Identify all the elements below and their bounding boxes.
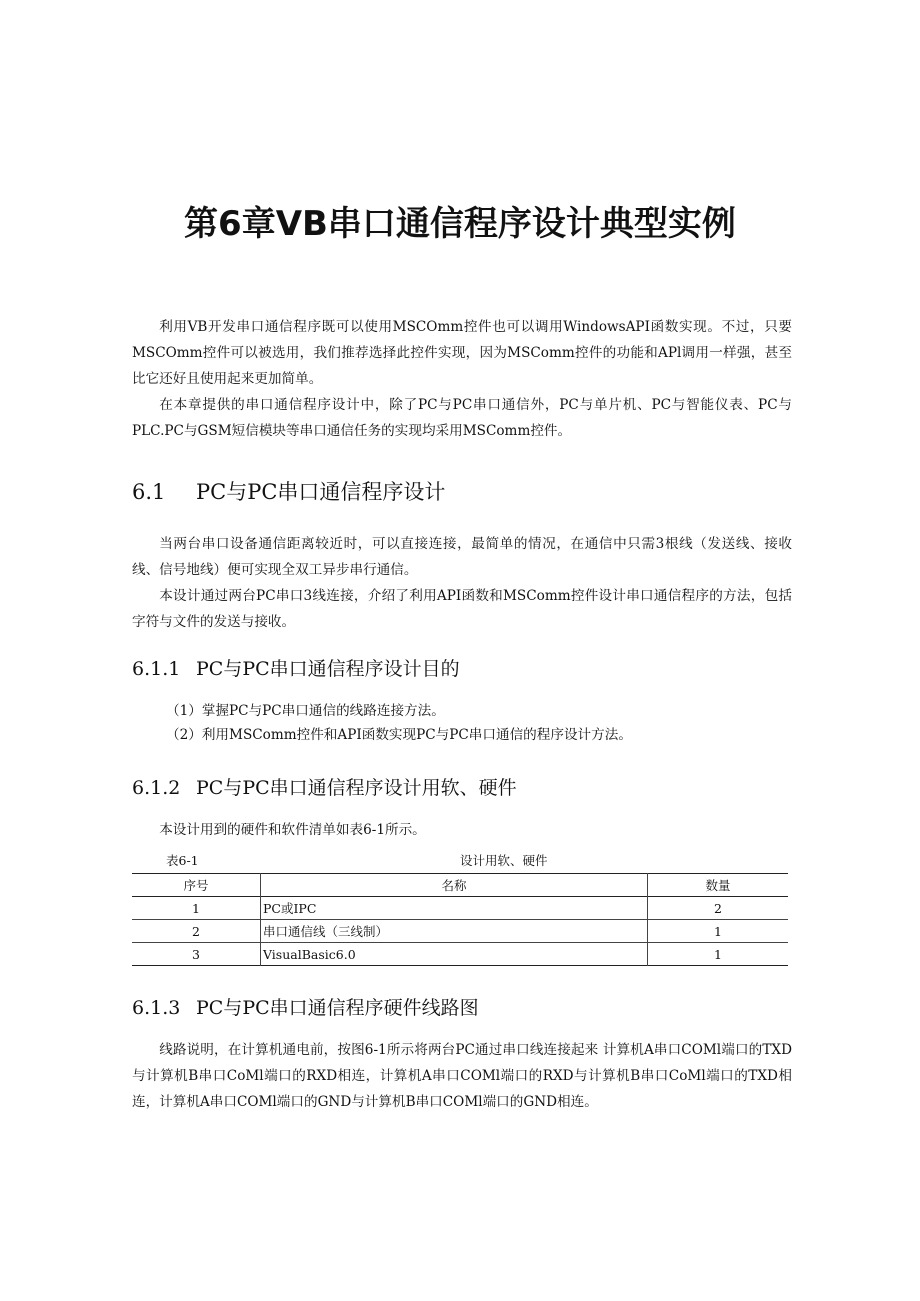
objective-item-1: （1）掌握PC与PC串口通信的线路连接方法。 <box>166 703 445 719</box>
objective-item-2: （2）利用MSComm控件和API函数实现PC与PC串口通信的程序设计方法。 <box>166 727 632 743</box>
table-row <box>132 943 788 966</box>
section-6-1-3-paragraph: 线路说明，在计算机通电前，按图6-1所示将两台PC通过串口线连接起来 计算机A串口COMl端口的TXD与计算机B串口CoMl端口的RXD相连，计算机A串口COMl端口的RXD与计算机B串口CoMl端口的TXD相连，计算机A串口COMl端口的GND与计算机B串口COMl端口的GND相连。 <box>132 1042 792 1110</box>
hardware-software-table <box>132 873 788 966</box>
intro-paragraph-2: 在本章提供的串口通信程序设计中，除了PC与PC串口通信外，PC与单片机、PC与智能仪表、PC与PLC.PC与GSM短信模块等串口通信任务的实现均采用MSComm控件。 <box>132 397 792 439</box>
section-heading-6-1-3 <box>132 994 479 1022</box>
section-6-1-2-paragraph: 本设计用到的硬件和软件清单如表6-1所示。 <box>159 822 426 838</box>
table-title: 设计用软、硬件 <box>460 853 548 868</box>
section-title: PC与PC串口通信程序设计用软、硬件 <box>196 777 517 799</box>
section-heading-6-1-1 <box>132 655 460 683</box>
section-number: 6.1.3 <box>132 997 181 1019</box>
table-header-row <box>132 874 788 897</box>
cell-index: 2 <box>132 920 261 943</box>
section-number: 6.1.2 <box>132 777 181 799</box>
section-6-1-paragraph-1: 当两台串口设备通信距离较近时，可以直接连接，最简单的情况，在通信中只需3根线（发送线、接收线、信号地线）便可实现全双工异步串行通信。 <box>132 536 792 578</box>
header-name: 名称 <box>261 874 648 897</box>
section-heading-6-1-2 <box>132 774 517 802</box>
table-row <box>132 920 788 943</box>
chapter-title: 第6章VB串口通信程序设计典型实例 <box>184 204 736 244</box>
section-title: PC与PC串口通信程序硬件线路图 <box>196 997 479 1019</box>
table-label: 表6-1 <box>166 853 199 868</box>
cell-quantity: 1 <box>714 923 722 939</box>
cell-name: PC或IPC <box>261 897 648 920</box>
section-heading-6-1 <box>132 477 445 507</box>
cell-index: 3 <box>132 943 261 966</box>
cell-name: 串口通信线（三线制） <box>261 920 648 943</box>
cell-quantity: 1 <box>714 946 722 962</box>
section-number: 6.1 <box>132 480 166 504</box>
section-number: 6.1.1 <box>132 658 181 680</box>
cell-index: 1 <box>132 897 261 920</box>
section-title: PC与PC串口通信程序设计目的 <box>196 658 460 680</box>
cell-name: VisualBasic6.0 <box>261 943 648 966</box>
header-quantity: 数量 <box>705 878 731 893</box>
header-index: 序号 <box>132 874 261 897</box>
intro-paragraph-1: 利用VB开发串口通信程序既可以使用MSCOmm控件也可以调用WindowsAPI函数实现。不过，只要MSCOmm控件可以被选用，我们推荐选择此控件实现，因为MSComm控件的功能和APl调用一样强，甚至比它还好且使用起来更加简单。 <box>132 319 792 387</box>
section-6-1-paragraph-2: 本设计通过两台PC串口3线连接，介绍了利用API函数和MSComm控件设计串口通信程序的方法，包括字符与文件的发送与接收。 <box>132 588 792 630</box>
table-row <box>132 897 788 920</box>
section-title: PC与PC串口通信程序设计 <box>196 480 446 504</box>
cell-quantity: 2 <box>714 900 722 916</box>
